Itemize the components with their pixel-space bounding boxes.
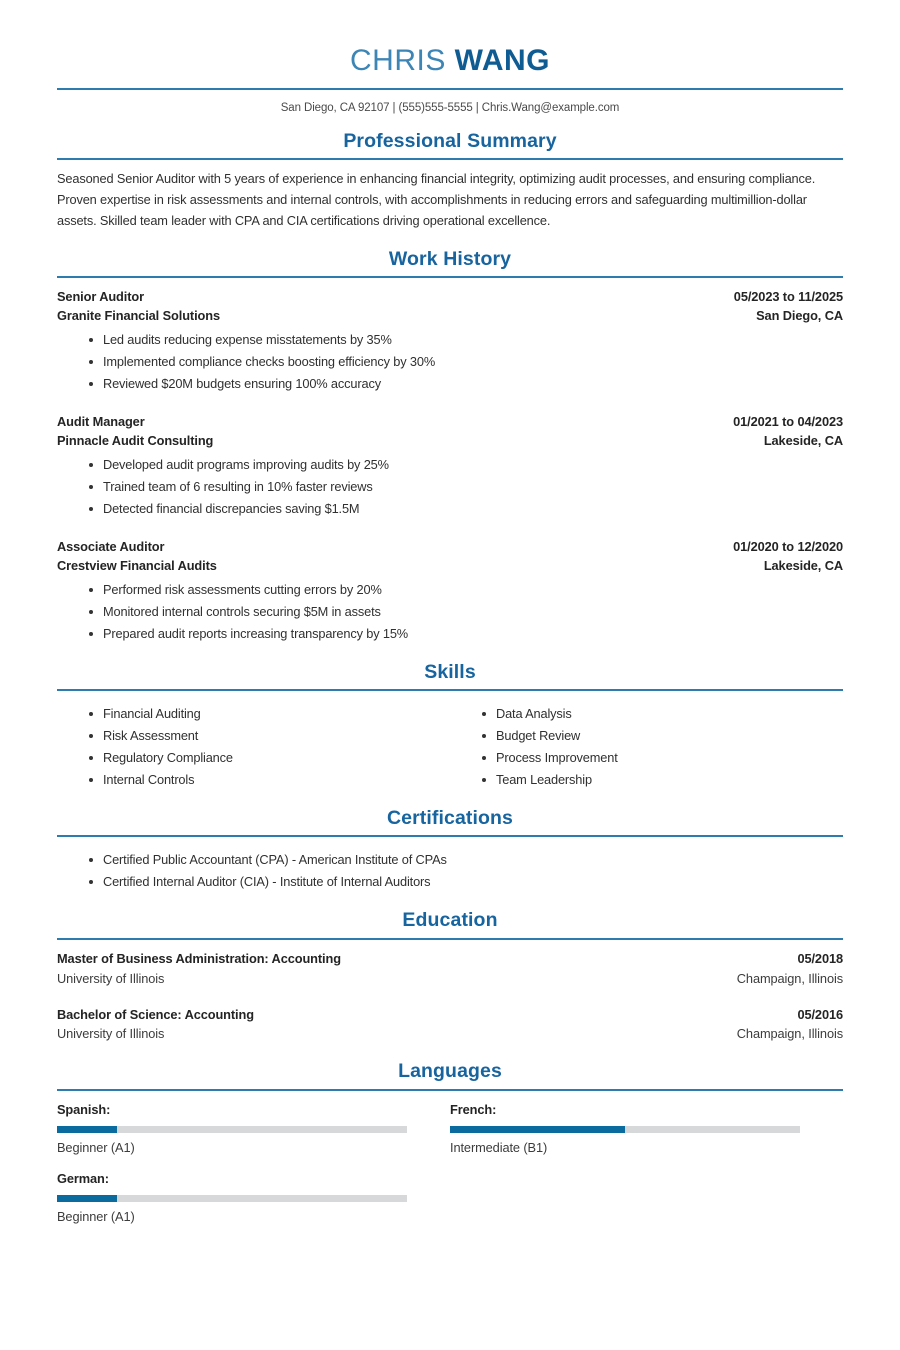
contact-line: San Diego, CA 92107 | (555)555-5555 | Chris.Wang@example.com (280, 101, 620, 114)
education-date: 05/2018 (797, 950, 843, 966)
job-location: Lakeside, CA (763, 433, 843, 449)
job-bullet: Prepared audit reports increasing transparency by 15% (57, 623, 843, 645)
skill-item: Regulatory Compliance (57, 747, 450, 769)
job-location: San Diego, CA (756, 308, 843, 324)
language-entry (57, 1100, 450, 1157)
section-title-certifications: Certifications (386, 807, 513, 830)
certification-item: Certified Public Accountant (CPA) - American Institute of CPAs (57, 849, 843, 871)
education-entry (57, 1005, 843, 1045)
section-title-skills: Skills (424, 660, 476, 683)
skill-item: Process Improvement (450, 747, 843, 769)
job-bullet: Detected financial discrepancies saving $1.5M (57, 498, 843, 520)
summary-text: Seasoned Senior Auditor with 5 years of experience in enhancing financial integrity, optimizing audit processes, and ensuring compliance. Proven expertise in risk assessments and internal controls, with accomplishments in reducing errors and safeguarding multimillion-dollar assets. Skilled team leader with CPA and CIA certifications driving operational excellence. (57, 171, 816, 228)
job-company: Crestview Financial Audits (57, 558, 217, 574)
candidate-name (57, 44, 843, 78)
skills-column-left (57, 700, 450, 791)
languages-grid (57, 1100, 843, 1239)
job-bullet-list (57, 329, 843, 395)
section-certifications (57, 807, 843, 893)
language-grid-spacer (450, 1169, 843, 1238)
job-title: Associate Auditor (57, 538, 165, 554)
education-entry (57, 949, 843, 989)
section-professional-summary (57, 130, 843, 232)
education-degree: Bachelor of Science: Accounting (57, 1006, 254, 1022)
job-location: Lakeside, CA (763, 558, 843, 574)
skill-item: Data Analysis (450, 703, 843, 725)
certifications-list (57, 849, 843, 893)
job-dates: 01/2021 to 04/2023 (733, 413, 843, 429)
section-education (57, 909, 843, 1044)
language-level: Beginner (A1) (57, 1139, 135, 1155)
resume-header (57, 0, 843, 114)
skills-column-right (450, 700, 843, 791)
education-date: 05/2016 (797, 1006, 843, 1022)
job-company-row (57, 431, 843, 450)
section-skills (57, 661, 843, 791)
language-level: Beginner (A1) (57, 1209, 135, 1225)
language-proficiency-bar (450, 1126, 800, 1133)
section-title-professional-summary: Professional Summary (343, 129, 557, 152)
job-bullet-list (57, 454, 843, 520)
language-proficiency-bar (57, 1126, 407, 1133)
language-level: Intermediate (B1) (450, 1139, 548, 1155)
language-entry (57, 1169, 450, 1226)
language-proficiency-fill (57, 1195, 117, 1202)
job-bullet: Performed risk assessments cutting errors by 20% (57, 579, 843, 601)
skills-list (57, 703, 450, 791)
language-entry (450, 1100, 843, 1157)
job-title-row (57, 287, 843, 306)
job-bullet: Developed audit programs improving audits by 25% (57, 454, 843, 476)
job-title: Audit Manager (57, 413, 145, 429)
education-location: Champaign, Illinois (736, 1026, 843, 1042)
education-school-row (57, 1024, 843, 1044)
work-history-entry (57, 412, 843, 520)
education-degree-row (57, 1005, 843, 1025)
job-title-row (57, 537, 843, 556)
job-bullet: Monitored internal controls securing $5M in assets (57, 601, 843, 623)
job-company-row (57, 306, 843, 325)
education-location: Champaign, Illinois (736, 970, 843, 986)
job-title: Senior Auditor (57, 288, 144, 304)
education-degree-row (57, 949, 843, 969)
job-bullet: Reviewed $20M budgets ensuring 100% accuracy (57, 373, 843, 395)
section-title-education: Education (402, 909, 498, 932)
section-title-work-history: Work History (388, 247, 512, 270)
skill-item: Internal Controls (57, 769, 450, 791)
education-school: University of Illinois (57, 970, 165, 986)
skills-list (450, 703, 843, 791)
section-title-languages: Languages (398, 1060, 502, 1083)
language-proficiency-fill (57, 1126, 117, 1133)
candidate-first-name: CHRIS (349, 44, 446, 77)
skills-columns (57, 700, 843, 791)
language-name: German: (57, 1170, 109, 1186)
candidate-last-name: WANG (454, 44, 550, 77)
section-work-history (57, 248, 843, 645)
section-languages (57, 1060, 843, 1238)
work-history-entry (57, 537, 843, 645)
education-degree: Master of Business Administration: Accounting (57, 950, 341, 966)
job-company: Granite Financial Solutions (57, 308, 220, 324)
work-history-entry (57, 287, 843, 395)
job-company: Pinnacle Audit Consulting (57, 433, 214, 449)
job-bullet-list (57, 579, 843, 645)
language-name: French: (450, 1101, 497, 1117)
job-title-row (57, 412, 843, 431)
education-school: University of Illinois (57, 1026, 165, 1042)
job-bullet: Led audits reducing expense misstatements by 35% (57, 329, 843, 351)
language-proficiency-fill (450, 1126, 625, 1133)
language-name: Spanish: (57, 1101, 111, 1117)
skill-item: Budget Review (450, 725, 843, 747)
job-company-row (57, 556, 843, 575)
job-dates: 05/2023 to 11/2025 (733, 288, 843, 304)
language-proficiency-bar (57, 1195, 407, 1202)
education-school-row (57, 969, 843, 989)
job-bullet: Trained team of 6 resulting in 10% faster reviews (57, 476, 843, 498)
job-bullet: Implemented compliance checks boosting efficiency by 30% (57, 351, 843, 373)
skill-item: Financial Auditing (57, 703, 450, 725)
skill-item: Risk Assessment (57, 725, 450, 747)
certification-item: Certified Internal Auditor (CIA) - Institute of Internal Auditors (57, 871, 843, 893)
job-dates: 01/2020 to 12/2020 (733, 538, 843, 554)
skill-item: Team Leadership (450, 769, 843, 791)
